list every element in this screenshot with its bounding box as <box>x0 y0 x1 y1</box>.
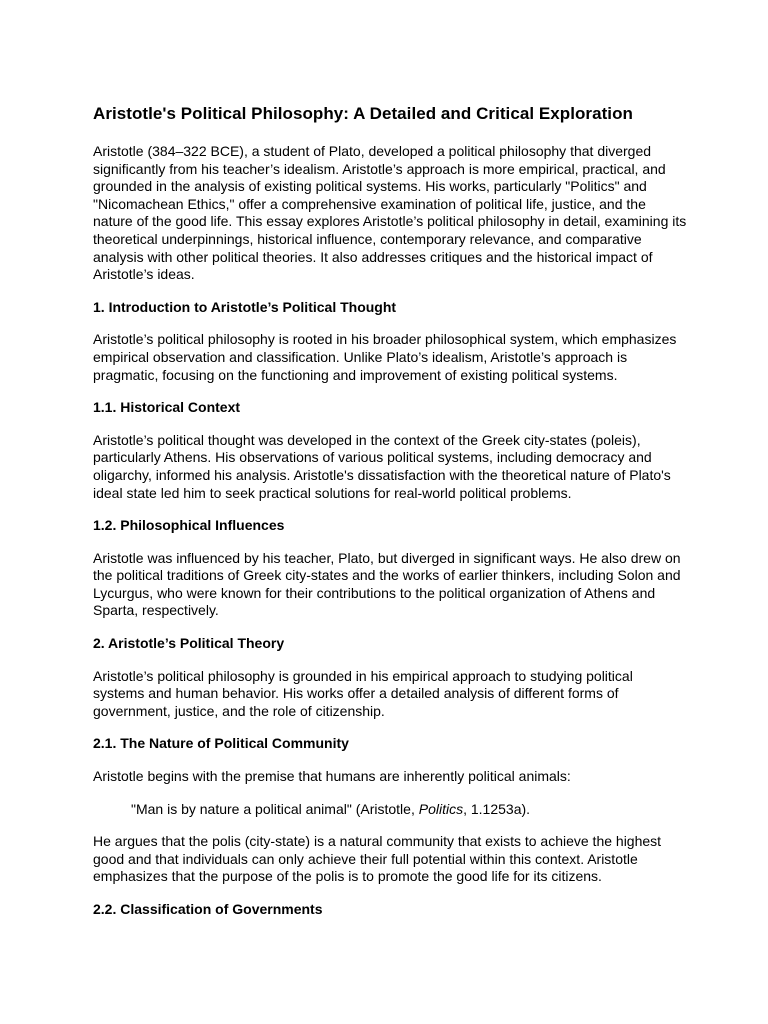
section-2-1-lead-paragraph: Aristotle begins with the premise that humans are inherently political animals: <box>93 768 571 785</box>
block-quote <box>93 801 688 819</box>
section-1-paragraph: Aristotle’s political philosophy is rooted in his broader philosophical system, which emphasizes empirical observation and classification. Unlike Plato’s idealism, Aristotle’s approach is pragmatic, focusing on the functioning and improvement of existing political systems. <box>93 331 677 383</box>
quote-text-start: "Man is by nature a political animal" (Aristotle, <box>131 800 419 817</box>
section-1-2-paragraph: Aristotle was influenced by his teacher, Plato, but diverged in significant ways. He also drew on the political traditions of Greek city-states and the works of earlier thinkers, including Solon and Lycurgus, who were known for their contributions to the political organization of Athens and Sparta, respectively. <box>93 549 681 619</box>
section-heading-2: 2. Aristotle’s Political Theory <box>93 635 285 652</box>
intro-paragraph: Aristotle (384–322 BCE), a student of Plato, developed a political philosophy that diverged significantly from his teacher’s idealism. Aristotle’s approach is more empirical, practical, and grounded in the analysis of existing political systems. His works, particularly "Politics" and "Nicomachean Ethics," offer a comprehensive examination of political life, justice, and the nature of the good life. This essay explores Aristotle’s political philosophy in detail, examining its theoretical underpinnings, historical influence, contemporary relevance, and comparative analysis with other political theories. It also addresses critiques and the historical impact of Aristotle’s ideas. <box>93 143 687 283</box>
section-1-1-paragraph: Aristotle’s political thought was developed in the context of the Greek city-states (poleis), particularly Athens. His observations of various political systems, including democracy and oligarchy, informed his analysis. Aristotle's dissatisfaction with the theoretical nature of Plato's ideal state led him to seek practical solutions for real-world political problems. <box>93 431 671 501</box>
section-heading-2-2: 2.2. Classification of Governments <box>93 901 323 917</box>
quote-text-end: , 1.1253a). <box>463 800 531 817</box>
document-title: Aristotle's Political Philosophy: A Detailed and Critical Exploration <box>93 104 633 123</box>
section-2-paragraph: Aristotle’s political philosophy is grounded in his empirical approach to studying political systems and human behavior. His works offer a detailed analysis of different forms of government, justice, and the role of citizenship. <box>93 667 633 719</box>
quote-work-title: Politics <box>418 800 464 817</box>
section-heading-1: 1. Introduction to Aristotle’s Political Thought <box>93 298 397 315</box>
section-2-1-paragraph: He argues that the polis (city-state) is a natural community that exists to achieve the highest good and that individuals can only achieve their full potential within this context. Aristotle emphasizes that the purpose of the polis is to promote the good life for its citizens. <box>93 833 662 885</box>
section-heading-2-1: 2.1. The Nature of Political Community <box>93 735 349 752</box>
section-heading-1-2: 1.2. Philosophical Influences <box>93 517 285 534</box>
section-heading-1-1: 1.1. Historical Context <box>93 399 241 416</box>
